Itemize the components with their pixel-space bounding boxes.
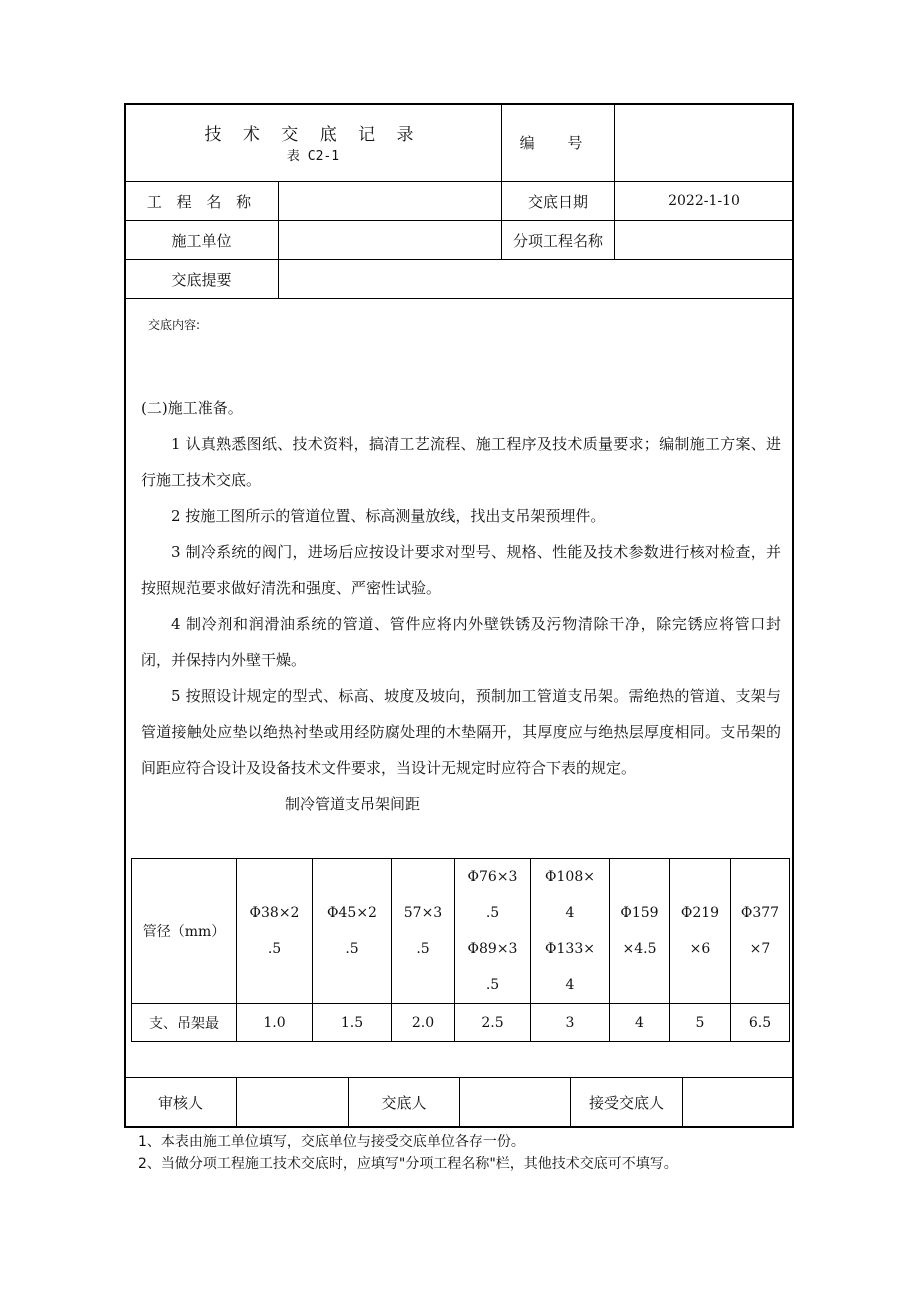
table-cell: 4 — [610, 1004, 670, 1042]
reviewer-label: 审核人 — [157, 1094, 203, 1112]
project-name-value[interactable] — [279, 182, 501, 220]
cell-line: 57×3 — [403, 905, 443, 921]
summary-label: 交底提要 — [171, 270, 232, 289]
cell-line: Φ159 — [620, 905, 659, 921]
content-item: 4 制冷剂和润滑油系统的管道、管件应将内外壁铁锈及污物清除干净，除完锈应将管口封闭，并保持内外壁干燥。 — [141, 615, 781, 669]
number-label: 编 号 — [519, 134, 597, 152]
cell-line: 4 — [565, 977, 575, 993]
content-item: 3 制冷系统的阀门，进场后应按设计要求对型号、规格、性能及技术参数进行核对检查，并按照规范要求做好清洗和强度、严密性试验。 — [141, 543, 781, 597]
number-value[interactable] — [615, 104, 793, 181]
cell-line: .5 — [485, 977, 500, 993]
row-header-diameter: 管径（mm） — [132, 859, 237, 1004]
support-spacing-table — [131, 858, 790, 1042]
date-value[interactable]: 2022-1-10 — [668, 193, 740, 209]
footnote: 1、本表由施工单位填写，交底单位与接受交底单位各存一份。 — [138, 1134, 525, 1150]
cell-line: Φ133× — [545, 941, 595, 957]
table-cell — [455, 859, 531, 1004]
discloser-label: 交底人 — [381, 1094, 427, 1112]
cell-line: .5 — [485, 905, 500, 921]
table-row — [132, 1004, 790, 1042]
table-cell — [392, 859, 455, 1004]
table-caption: 制冷管道支吊架间距 — [285, 795, 421, 813]
cell-line: Φ219 — [680, 905, 720, 921]
cell-line: ×4.5 — [622, 941, 657, 957]
table-cell — [610, 859, 670, 1004]
sub-project-label: 分项工程名称 — [512, 231, 603, 250]
table-cell — [237, 859, 313, 1004]
table-cell: 2.5 — [455, 1004, 531, 1042]
table-cell — [731, 859, 790, 1004]
summary-value[interactable] — [279, 260, 793, 298]
cell-line: .5 — [267, 941, 282, 957]
table-cell: 1.0 — [237, 1004, 313, 1042]
content-item: 1 认真熟悉图纸、技术资料，搞清工艺流程、施工程序及技术质量要求；编制施工方案、进行施工技术交底。 — [141, 435, 781, 489]
cell-line: Φ45×2 — [327, 905, 377, 921]
table-cell: 1.5 — [313, 1004, 392, 1042]
divider — [125, 298, 793, 299]
cell-line: .5 — [345, 941, 359, 957]
content-label: 交底内容: — [148, 318, 201, 332]
footnote: 2、当做分项工程施工技术交底时，应填写"分项工程名称"栏，其他技术交底可不填写。 — [138, 1156, 678, 1172]
reviewer-value[interactable] — [237, 1078, 348, 1127]
table-cell: 6.5 — [731, 1004, 790, 1042]
cell-line: Φ108× — [545, 869, 595, 885]
table-cell — [670, 859, 731, 1004]
table-cell — [531, 859, 610, 1004]
discloser-value[interactable] — [460, 1078, 570, 1127]
table-cell: 5 — [670, 1004, 731, 1042]
project-name-label: 工 程 名 称 — [146, 192, 257, 211]
construction-unit-label: 施工单位 — [171, 231, 232, 250]
content-item: 5 按照设计规定的型式、标高、坡度及坡向，预制加工管道支吊架。需绝热的管道、支架与管道接触处应垫以绝热衬垫或用经防腐处理的木垫隔开，其厚度应与绝热层厚度相同。支吊架的间距应符合设计及设备技术文件要求，当设计无规定时应符合下表的规定。 — [141, 687, 781, 777]
construction-unit-value[interactable] — [279, 221, 501, 259]
cell-line: Φ38×2 — [249, 905, 300, 921]
cell-line: ×6 — [689, 941, 711, 957]
receiver-value[interactable] — [683, 1078, 793, 1127]
form-title: 技 术 交 底 记 录 — [204, 125, 422, 145]
content-body — [141, 426, 781, 786]
cell-line: .5 — [416, 941, 430, 957]
table-cell: 2.0 — [392, 1004, 455, 1042]
section-title: (二)施工准备。 — [141, 399, 243, 417]
cell-line: 4 — [565, 905, 575, 921]
cell-line: Φ76×3 — [467, 869, 518, 885]
row-header-spacing: 支、吊架最 — [132, 1004, 237, 1042]
table-cell — [313, 859, 392, 1004]
date-label: 交底日期 — [527, 192, 588, 211]
cell-line: ×7 — [749, 941, 771, 957]
cell-line: Φ89×3 — [467, 941, 518, 957]
cell-line: Φ377 — [740, 905, 780, 921]
sub-project-value[interactable] — [615, 221, 793, 259]
table-cell: 3 — [531, 1004, 610, 1042]
table-row — [132, 859, 790, 1004]
form-code: 表 C2-1 — [286, 149, 340, 164]
receiver-label: 接受交底人 — [588, 1094, 664, 1112]
content-item: 2 按施工图所示的管道位置、标高测量放线，找出支吊架预埋件。 — [171, 507, 606, 525]
